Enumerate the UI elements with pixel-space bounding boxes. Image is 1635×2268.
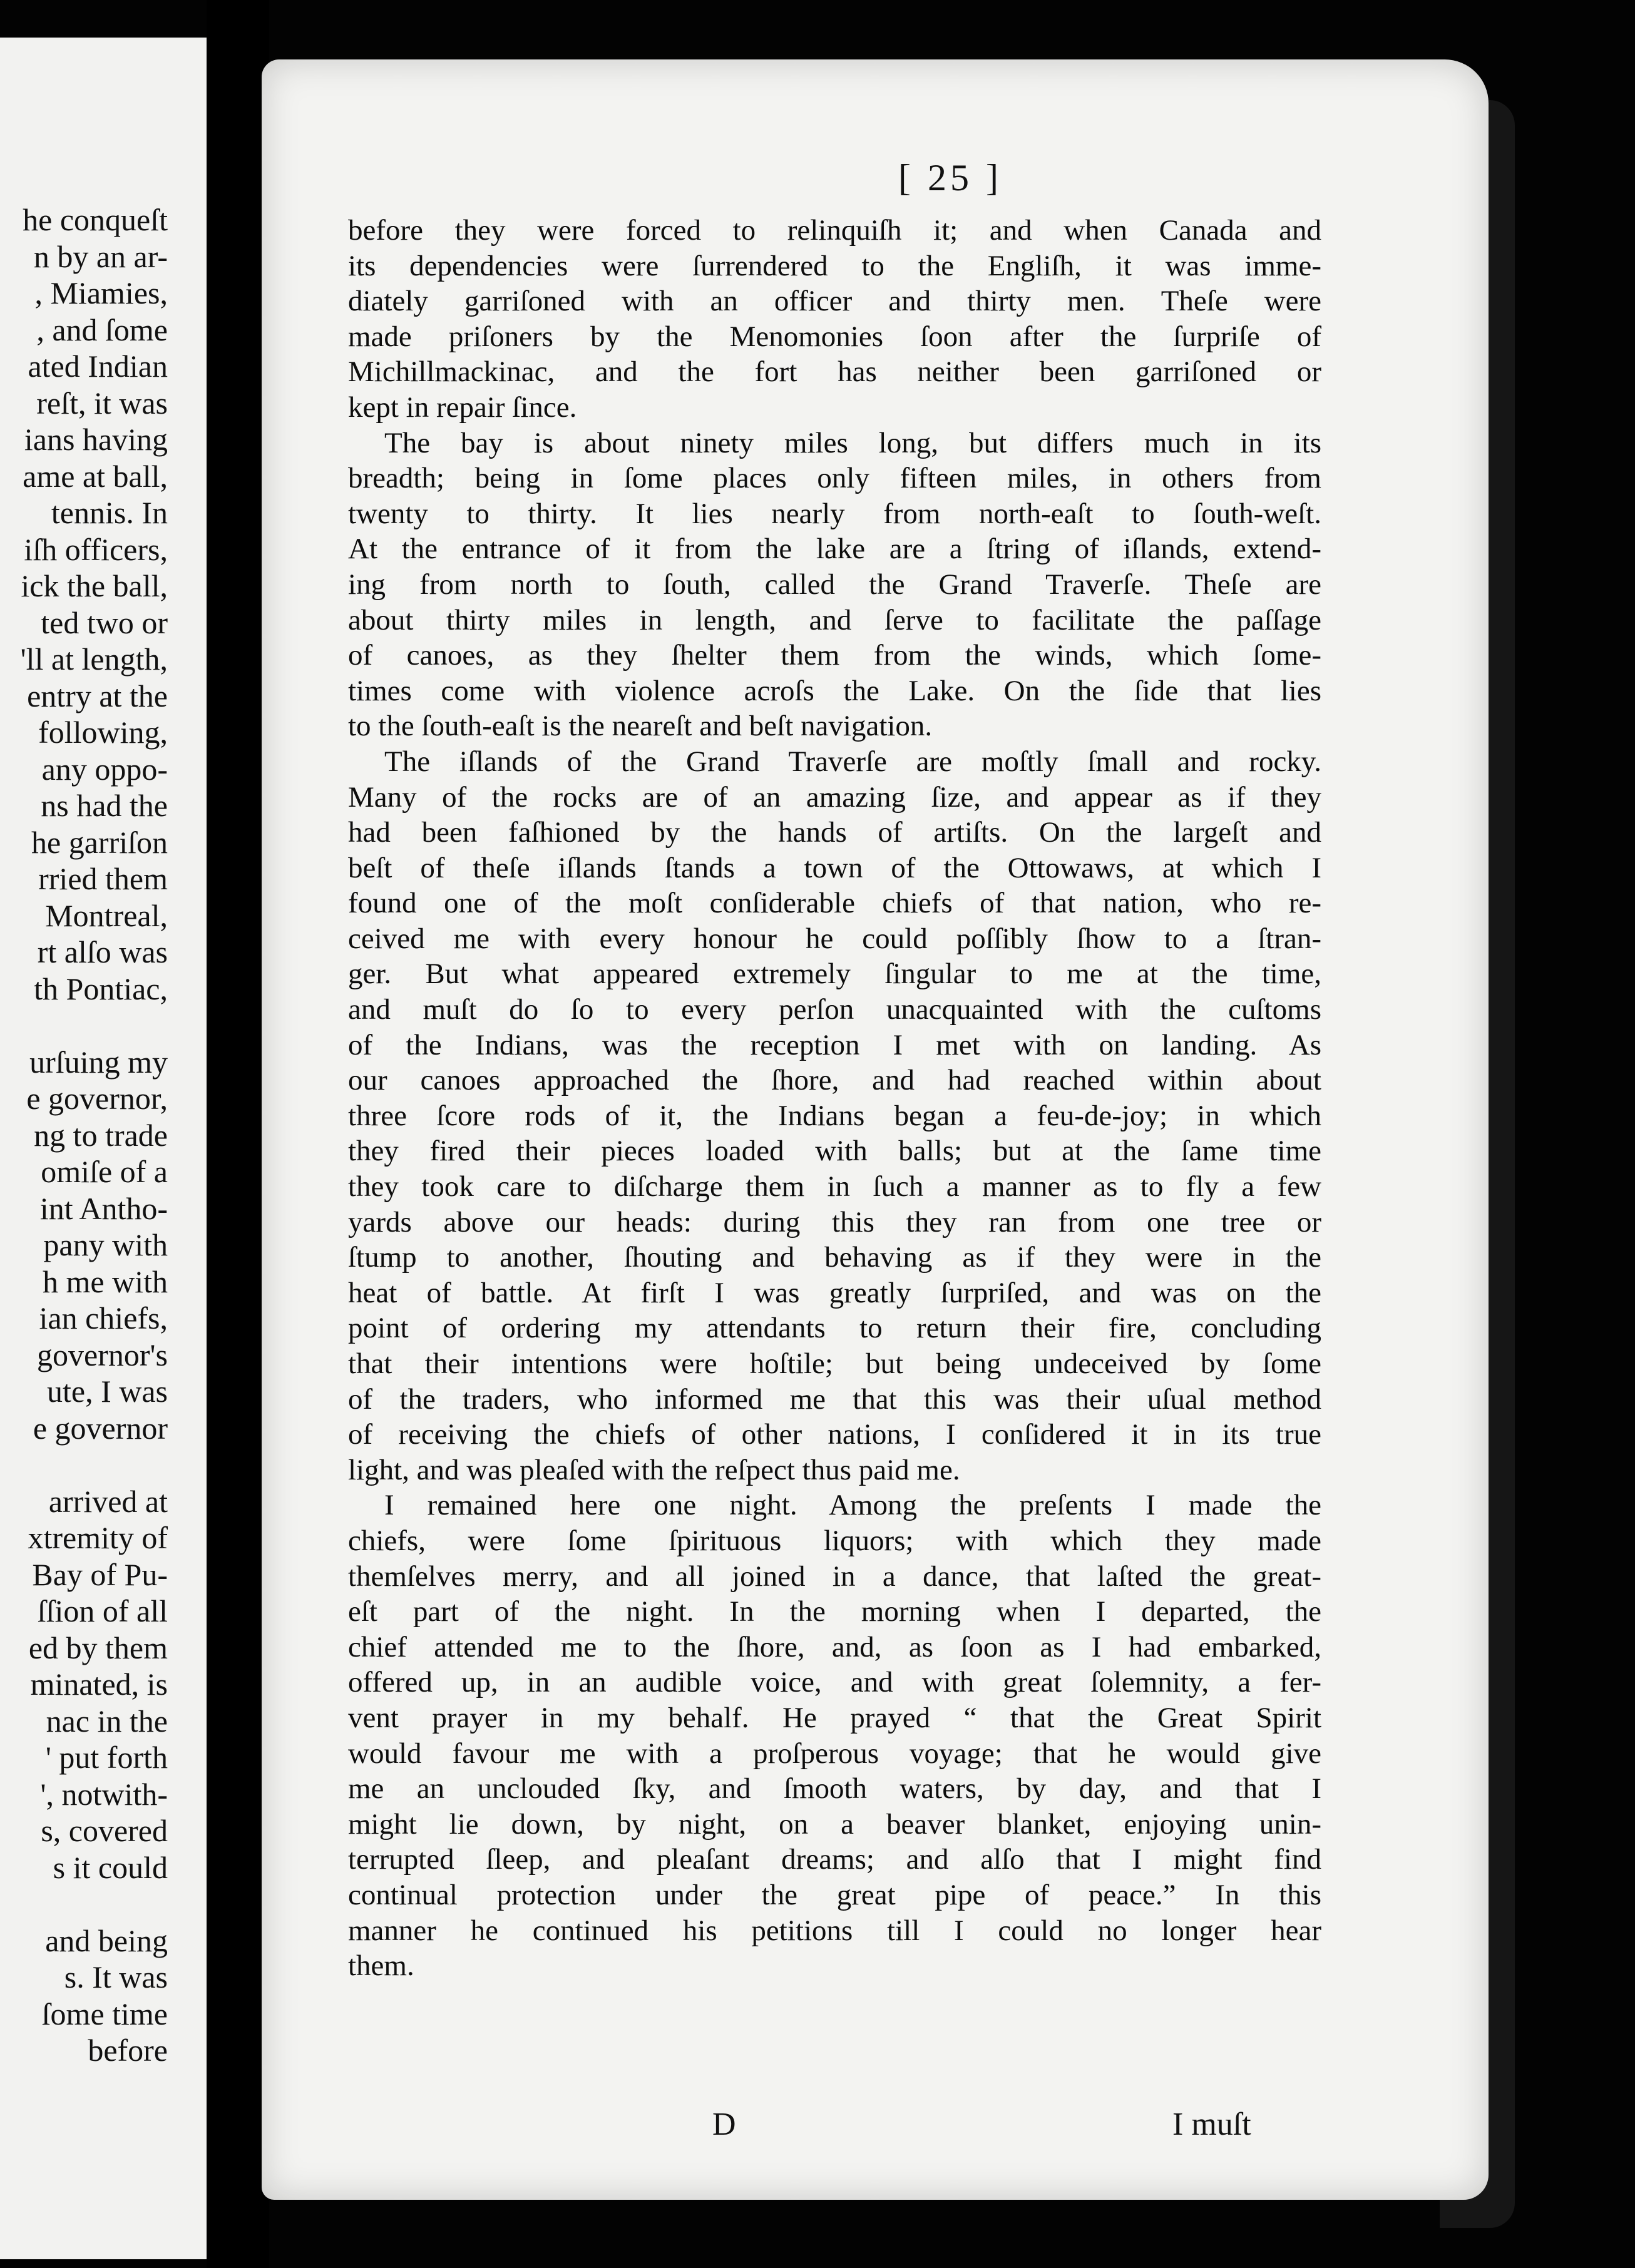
text-line: point of ordering my attendants to return their fire, concluding bbox=[348, 1312, 1321, 1345]
left-page-line: and being bbox=[45, 1923, 168, 1958]
text-line: of canoes, as they ſhelter them from the winds, which ſome- bbox=[348, 639, 1321, 672]
text-line: had been faſhioned by the hands of artiſts. On the largeſt and bbox=[348, 816, 1321, 849]
page-number bbox=[262, 156, 1489, 200]
text-line: three ſcore rods of it, the Indians began a feu-de-joy; in which bbox=[348, 1099, 1321, 1132]
text-line: that their intentions were hoſtile; but being undeceived by ſome bbox=[348, 1347, 1321, 1380]
text-line: them. bbox=[348, 1949, 414, 1983]
left-facing-page bbox=[0, 38, 207, 2259]
left-page-line bbox=[0, 1446, 168, 1483]
text-line: I remained here one night. Among the preſents I made the bbox=[384, 1489, 1321, 1522]
text-line: ceived me with every honour he could poſſibly ſhow to a ſtran- bbox=[348, 922, 1321, 955]
left-page-line: iſh officers, bbox=[24, 531, 168, 567]
text-line: of the traders, who informed me that this was their uſual method bbox=[348, 1382, 1321, 1416]
book-gutter bbox=[207, 0, 269, 2268]
text-line: vent prayer in my behalf. He prayed “ that the Great Spirit bbox=[348, 1701, 1321, 1734]
text-line: diately garriſoned with an officer and thirty men. Theſe were bbox=[348, 285, 1321, 318]
left-page-line: e governor, bbox=[26, 1081, 168, 1116]
left-page-line: ng to trade bbox=[34, 1117, 168, 1153]
left-page-line: ſome time bbox=[41, 1996, 168, 2031]
left-page-line: e governor bbox=[33, 1410, 168, 1446]
left-page-line: , and ſome bbox=[36, 312, 168, 347]
left-page-line: before bbox=[88, 2033, 168, 2068]
left-page-line: n by an ar- bbox=[33, 238, 168, 274]
left-page-line: ians having bbox=[24, 422, 168, 457]
text-line: to the ſouth-eaſt is the neareſt and beſt navigation. bbox=[348, 710, 933, 743]
text-line: they took care to diſcharge them in ſuch a manner as to fly a few bbox=[348, 1170, 1321, 1203]
text-line: heat of battle. At firſt I was greatly ſurpriſed, and was on the bbox=[348, 1276, 1321, 1309]
main-page bbox=[262, 59, 1489, 2200]
left-page-line: ns had the bbox=[41, 788, 168, 823]
text-line: our canoes approached the ſhore, and had reached within about bbox=[348, 1064, 1321, 1097]
text-line: chiefs, were ſome ſpirituous liquors; with which they made bbox=[348, 1524, 1321, 1557]
left-page-line: any oppo- bbox=[41, 751, 168, 787]
page-number-label: [ 25 ] bbox=[898, 157, 1002, 198]
text-line: its dependencies were ſurrendered to the Engliſh, it was imme- bbox=[348, 249, 1321, 282]
left-page-line: Montreal, bbox=[45, 897, 168, 933]
left-page-line: s it could bbox=[53, 1849, 168, 1885]
left-page-line: h me with bbox=[43, 1264, 168, 1299]
text-line: found one of the moſt conſiderable chiefs of that nation, who re- bbox=[348, 887, 1321, 920]
text-line: twenty to thirty. It lies nearly from north-eaſt to ſouth-weſt. bbox=[348, 497, 1321, 530]
left-page-line: th Pontiac, bbox=[34, 971, 168, 1006]
left-page-text bbox=[0, 202, 168, 2069]
text-line: might lie down, by night, on a beaver blanket, enjoying unin- bbox=[348, 1807, 1321, 1841]
text-line: themſelves merry, and all joined in a dance, that laſted the great- bbox=[348, 1560, 1321, 1593]
left-page-line: minated, is bbox=[30, 1667, 168, 1702]
left-page-line: , Miamies, bbox=[34, 275, 168, 310]
left-page-line bbox=[0, 1886, 168, 1923]
left-page-line: ' put forth bbox=[45, 1740, 168, 1775]
text-line: would favour me with a proſperous voyage; that he would give bbox=[348, 1737, 1321, 1770]
left-page-line bbox=[0, 1007, 168, 1044]
page-body-text bbox=[348, 213, 1321, 1984]
text-line: of receiving the chiefs of other nations, I conſidered it in its true bbox=[348, 1418, 1321, 1451]
text-line: ger. But what appeared extremely ſingular to me at the time, bbox=[348, 958, 1321, 991]
left-page-line: Bay of Pu- bbox=[32, 1556, 168, 1592]
text-line: light, and was pleaſed with the reſpect thus paid me. bbox=[348, 1453, 960, 1486]
text-line: offered up, in an audible voice, and with great ſolemnity, a fer- bbox=[348, 1666, 1321, 1699]
left-page-line: int Antho- bbox=[39, 1190, 168, 1226]
left-page-line: ted two or bbox=[41, 605, 168, 640]
left-page-line: following, bbox=[38, 715, 168, 750]
left-page-line: ated Indian bbox=[28, 349, 168, 384]
left-page-line: nac in the bbox=[46, 1703, 168, 1739]
text-line: ſtump to another, ſhouting and behaving as if they were in the bbox=[348, 1241, 1321, 1274]
left-page-line: governor's bbox=[37, 1337, 168, 1372]
left-page-line: pany with bbox=[43, 1227, 168, 1262]
left-page-line: reſt, it was bbox=[36, 385, 168, 421]
left-page-line: tennis. In bbox=[51, 495, 168, 530]
text-line: terrupted ſleep, and pleaſant dreams; and alſo that I might find bbox=[348, 1843, 1321, 1876]
left-page-line: urſuing my bbox=[29, 1044, 168, 1080]
text-line: they fired their pieces loaded with balls; but at the ſame time bbox=[348, 1135, 1321, 1168]
text-line: made priſoners by the Menomonies ſoon after the ſurpriſe of bbox=[348, 320, 1321, 353]
left-page-line: ', notwith- bbox=[40, 1776, 168, 1812]
text-line: At the entrance of it from the lake are a ſtring of iſlands, extend- bbox=[348, 533, 1321, 566]
text-line: times come with violence acroſs the Lake. On the ſide that lies bbox=[348, 674, 1321, 707]
text-line: me an unclouded ſky, and ſmooth waters, by day, and that I bbox=[348, 1772, 1321, 1806]
text-line: Michillmackinac, and the fort has neither been garriſoned or bbox=[348, 355, 1321, 389]
text-line: The iſlands of the Grand Traverſe are moſtly ſmall and rocky. bbox=[384, 745, 1321, 778]
text-line: The bay is about ninety miles long, but differs much in its bbox=[384, 426, 1321, 459]
text-line: yards above our heads: during this they ran from one tree or bbox=[348, 1205, 1321, 1239]
text-line: breadth; being in ſome places only fifteen miles, in others from bbox=[348, 462, 1321, 495]
left-page-line: rt alſo was bbox=[37, 934, 168, 969]
left-page-line: s, covered bbox=[41, 1813, 168, 1848]
left-page-line: ed by them bbox=[28, 1630, 168, 1665]
text-line: Many of the rocks are of an amazing ſize, and appear as if they bbox=[348, 780, 1321, 814]
text-line: about thirty miles in length, and ſerve to facilitate the paſſage bbox=[348, 603, 1321, 636]
text-line: eſt part of the night. In the morning when I departed, the bbox=[348, 1595, 1321, 1628]
left-page-line: omiſe of a bbox=[41, 1154, 168, 1189]
text-line: ing from north to ſouth, called the Grand Traverſe. Theſe are bbox=[348, 568, 1321, 601]
left-page-line: ame at ball, bbox=[23, 458, 168, 494]
text-line: kept in repair ſince. bbox=[348, 391, 577, 424]
left-page-line: he conqueſt bbox=[23, 202, 168, 237]
left-page-line: entry at the bbox=[27, 678, 168, 713]
text-line: before they were forced to relinquiſh it; and when Canada and bbox=[348, 214, 1321, 247]
left-page-line: ick the ball, bbox=[21, 568, 168, 603]
left-page-line: ſſion of all bbox=[37, 1593, 168, 1628]
left-page-line: he garriſon bbox=[31, 824, 168, 860]
signature-mark: D bbox=[712, 2107, 736, 2142]
catchword: I muſt bbox=[1172, 2107, 1251, 2142]
text-line: manner he continued his petitions till I could no longer hear bbox=[348, 1914, 1321, 1947]
left-page-line: xtremity of bbox=[28, 1520, 168, 1555]
left-page-line: ute, I was bbox=[47, 1374, 168, 1409]
text-line: continual protection under the great pipe of peace.” In this bbox=[348, 1878, 1321, 1911]
text-line: of the Indians, was the reception I met with on landing. As bbox=[348, 1028, 1321, 1061]
left-page-line: rried them bbox=[38, 861, 168, 896]
page-footer bbox=[262, 2106, 1489, 2150]
left-page-line: ian chiefs, bbox=[39, 1300, 168, 1336]
text-line: beſt of theſe iſlands ſtands a town of the Ottowaws, at which I bbox=[348, 851, 1321, 884]
text-line: and muſt do ſo to every perſon unacquainted with the cuſtoms bbox=[348, 993, 1321, 1026]
text-line: chief attended me to the ſhore, and, as ſoon as I had embarked, bbox=[348, 1630, 1321, 1663]
left-page-line: 'll at length, bbox=[20, 641, 168, 677]
left-page-line: arrived at bbox=[48, 1483, 168, 1519]
left-page-line: s. It was bbox=[64, 1959, 168, 1995]
